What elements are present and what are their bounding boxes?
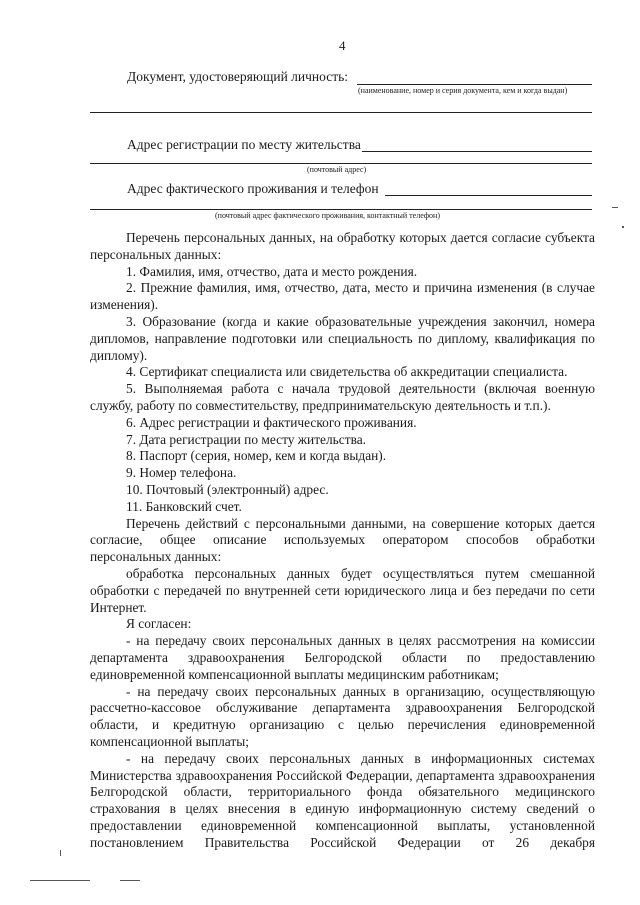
paragraph: - на передачу своих персональных данных в организацию, осуществляющую рассчетно-кассовое обслуживание департамента здравоохранения Белгородской области, и кредитную организацию с целью перечисления единовременной компенсационной выплаты; [90, 683, 595, 749]
identity-doc-line [357, 84, 592, 85]
registration-line-2 [90, 163, 592, 164]
paragraph: 1. Фамилия, имя, отчество, дата и место рождения. [126, 263, 418, 279]
scan-speck [60, 850, 61, 856]
paragraph: Перечень действий с персональными данными, на совершение которых дается согласие, общее описание используемых оператором способов обработки персональных данных: [90, 515, 595, 565]
paragraph: - на передачу своих персональных данных в информационных системах Министерства здравоохранения Российской Федерации, департамента здравоохранения Белгородской области, территориального фонда обязательного медицинского страхования в целях внесения в единую информационную систему сведений о предоставлении единовременной компенсационной выплаты, установленной постановлением Правительства Российской Федерации от 26 декабря [90, 750, 595, 850]
actual-address-label: Адрес фактического проживания и телефон [127, 181, 379, 196]
actual-address-caption: (почтовый адрес фактического проживания, контактный телефон) [215, 211, 440, 220]
registration-label: Адрес регистрации по месту жительства [127, 137, 361, 152]
registration-caption: (почтовый адрес) [307, 165, 367, 174]
actual-address-line [385, 195, 592, 196]
paragraph: 3. Образование (когда и какие образовательные учреждения закончил, номера дипломов, направление подготовки или специальность по диплому, квалификация по диплому). [90, 313, 595, 363]
paragraph: обработка персональных данных будет осуществляться путем смешанной обработки с передачей по внутренней сети юридического лица и без передачи по сети Интернет. [90, 565, 595, 615]
identity-doc-caption: (наименование, номер и серия документа, кем и когда выдан) [358, 86, 568, 95]
paragraph: Перечень персональных данных, на обработку которых дается согласие субъекта персональных данных: [90, 230, 595, 262]
paragraph: Я согласен: [126, 616, 192, 632]
consent-body [90, 230, 595, 851]
page-number: 4 [339, 38, 346, 53]
paragraph: 7. Дата регистрации по месту жительства. [126, 431, 367, 447]
identity-doc-label: Документ, удостоверяющий личность: [127, 69, 349, 84]
actual-address-line-2 [90, 209, 592, 210]
paragraph: 5. Выполняемая работа с начала трудовой деятельности (включая военную службу, работу по совместительству, предпринимательскую деятельность и т.п.). [90, 381, 595, 413]
scan-speck [622, 226, 624, 228]
paragraph: 4. Сертификат специалиста или свидетельства об аккредитации специалиста. [126, 364, 568, 380]
scan-speck [30, 880, 90, 881]
scan-speck [120, 880, 140, 881]
paragraph: 6. Адрес регистрации и фактического проживания. [126, 414, 417, 430]
paragraph: 2. Прежние фамилия, имя, отчество, дата, место и причина изменения (в случае изменения). [90, 280, 595, 313]
paragraph: 8. Паспорт (серия, номер, кем и когда выдан). [126, 448, 387, 464]
paragraph: 11. Банковский счет. [126, 498, 242, 514]
identity-doc-line-2 [90, 112, 592, 113]
paragraph: - на передачу своих персональных данных в целях рассмотрения на комиссии департамента здравоохранения Белгородской области по предоставлению единовременной компенсационной выплаты медицинским работникам; [90, 633, 595, 682]
paragraph: 9. Номер телефона. [126, 465, 237, 481]
scan-speck [612, 207, 618, 208]
registration-line [362, 151, 592, 152]
paragraph: 10. Почтовый (электронный) адрес. [126, 481, 329, 497]
